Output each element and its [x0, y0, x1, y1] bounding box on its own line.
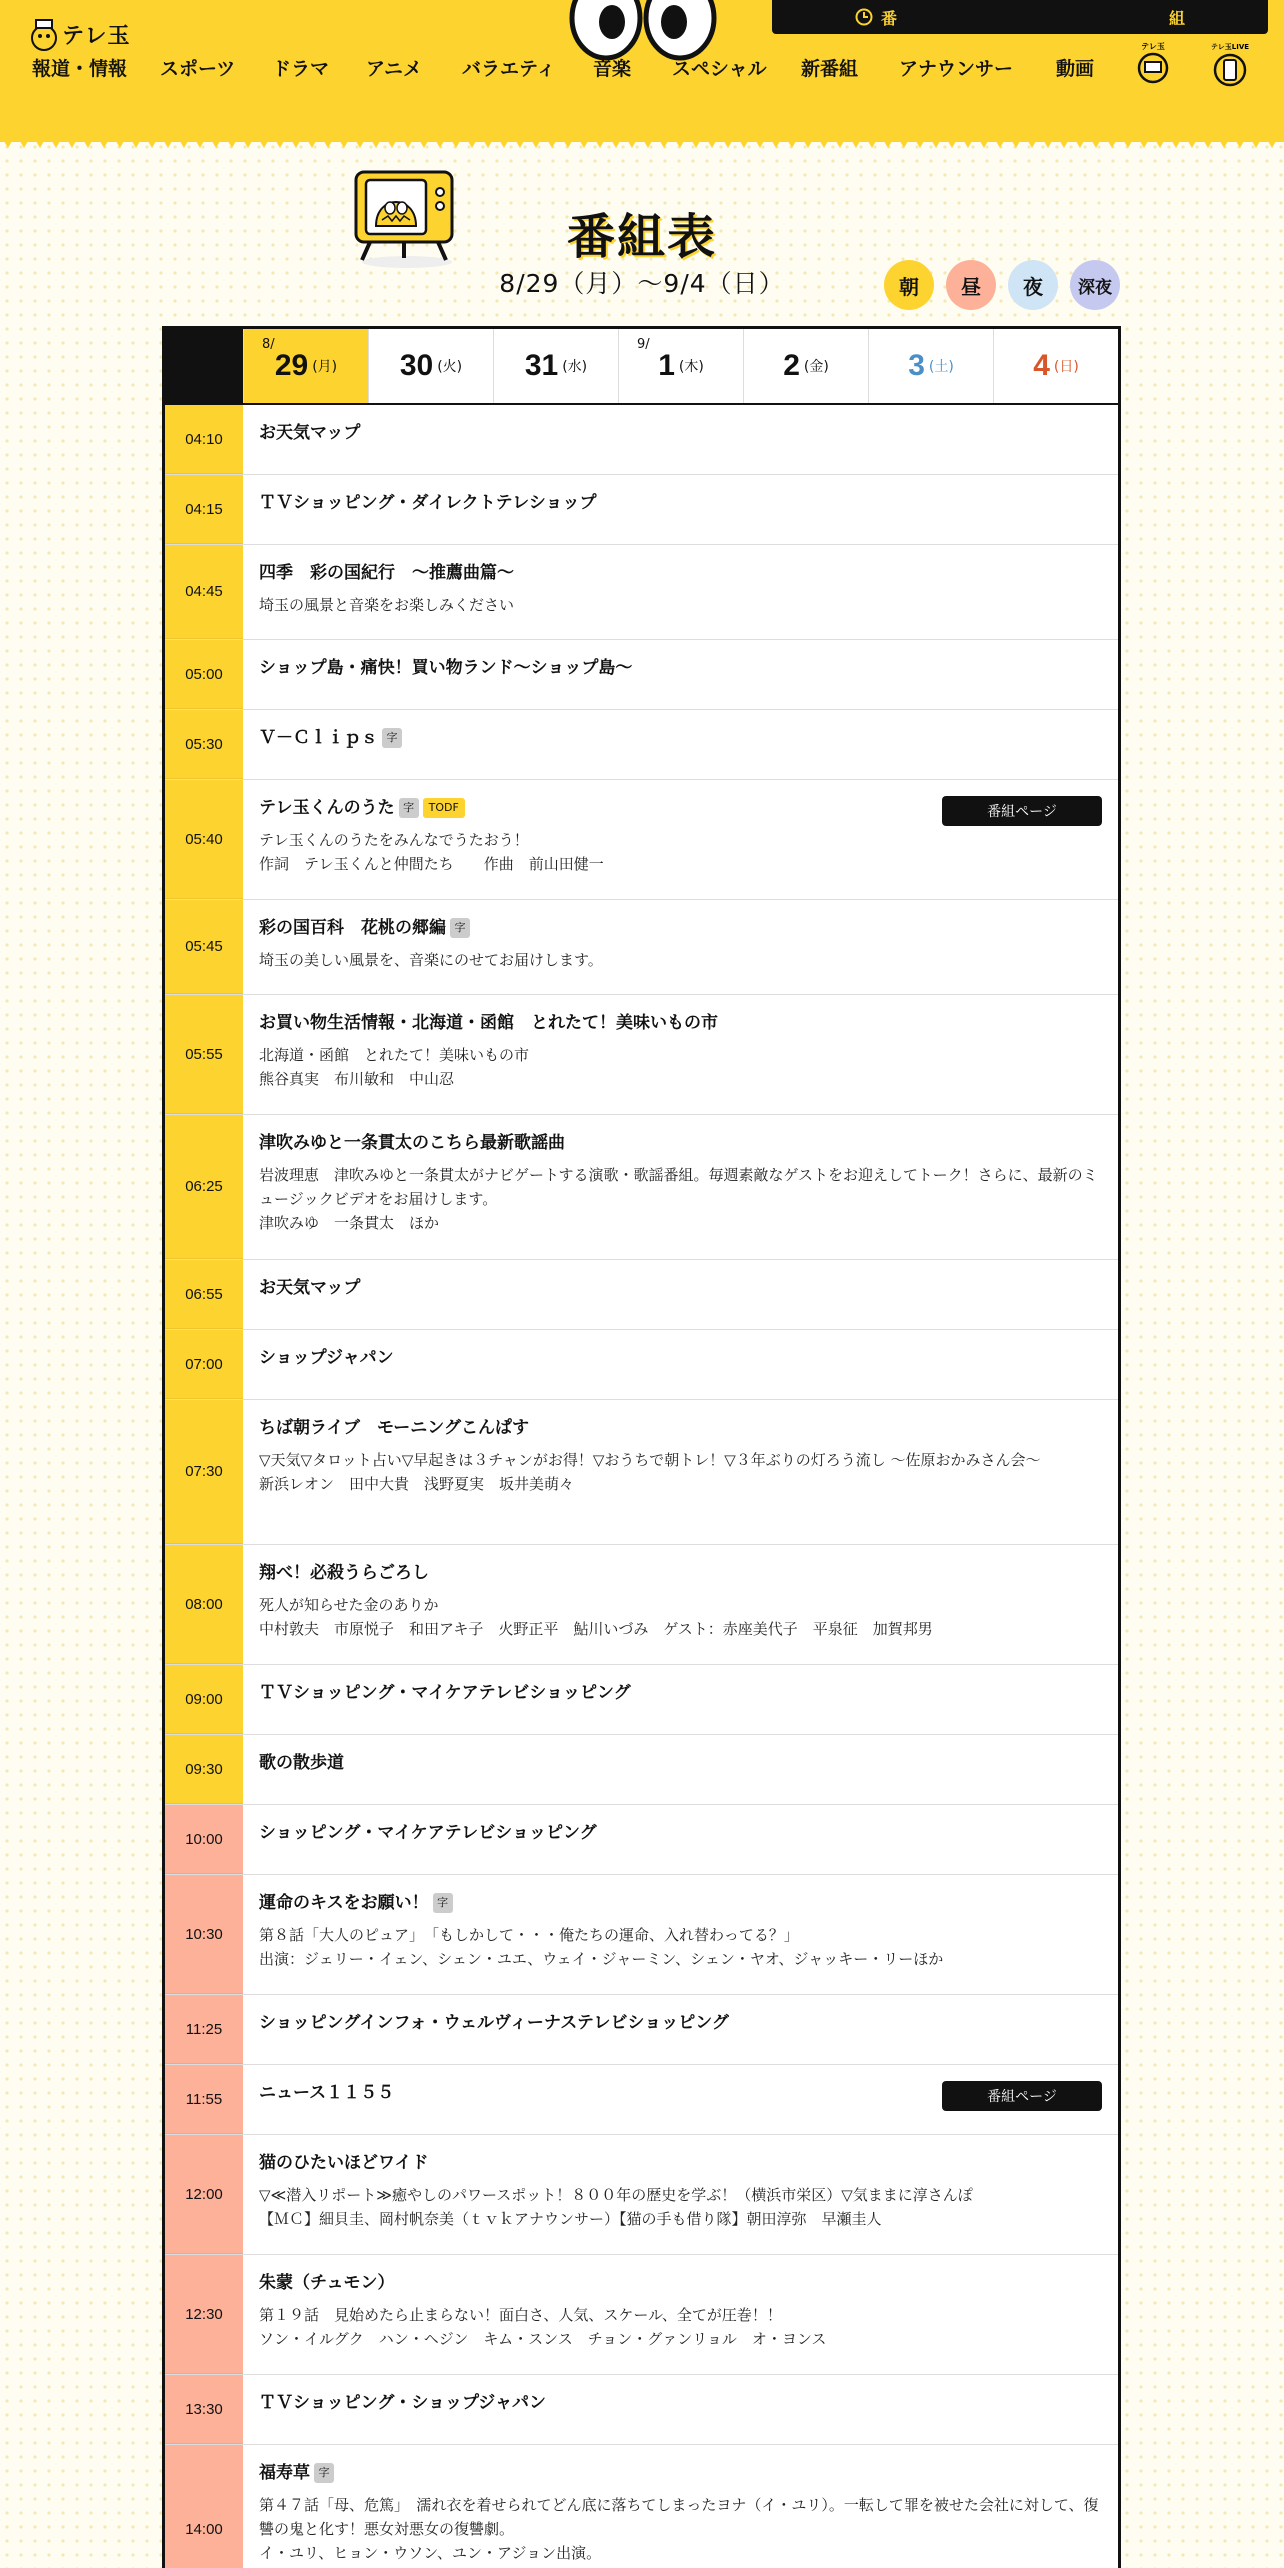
- program-body: [243, 995, 1118, 1114]
- program-row[interactable]: [165, 2445, 1118, 2568]
- program-description-line: 北海道・函館 とれたて！美味いもの市: [259, 1046, 530, 1064]
- program-body: [243, 1735, 1118, 1804]
- program-row[interactable]: [165, 545, 1118, 640]
- program-title-line: [259, 726, 1102, 750]
- program-body: [243, 2065, 1118, 2134]
- program-description: [259, 1923, 1102, 1971]
- program-row[interactable]: [165, 1330, 1118, 1400]
- program-time: 04:10: [165, 405, 243, 474]
- day-header-corner: [165, 329, 243, 403]
- day-weekday: (火): [437, 359, 463, 375]
- program-time: 09:00: [165, 1665, 243, 1734]
- program-title[interactable]: 歌の散歩道: [259, 1753, 344, 1773]
- day-weekday: (木): [678, 359, 704, 375]
- program-title[interactable]: ショッピングインフォ・ウェルヴィーナステレビショッピング: [259, 2013, 729, 2033]
- nav-item-4[interactable]: アニメ: [366, 58, 423, 80]
- subtitle-badge: 字: [314, 2463, 334, 2483]
- nav-item-1[interactable]: 報道・情報: [32, 58, 128, 80]
- program-body: [243, 545, 1118, 639]
- program-description-line: 新浜レオン 田中大貴 浅野夏実 坂井美萌々: [259, 1475, 575, 1493]
- program-row[interactable]: [165, 780, 1118, 900]
- program-row[interactable]: [165, 640, 1118, 710]
- program-title[interactable]: 朱蒙（チュモン）: [259, 2273, 395, 2293]
- program-description: [259, 2183, 1102, 2231]
- program-row[interactable]: [165, 2255, 1118, 2375]
- program-row[interactable]: [165, 2135, 1118, 2255]
- program-title-line: [259, 1276, 1102, 1300]
- late-night-filter-button[interactable]: 深夜: [1070, 260, 1120, 310]
- mascot-eyes-icon: [568, 0, 718, 62]
- day-number: 29: [274, 349, 309, 382]
- tele-tama-live-app-icon[interactable]: [1208, 40, 1252, 88]
- program-time: 04:15: [165, 475, 243, 544]
- program-description-line: 第４７話「母、危篤」 濡れ衣を着せられてどん底に落ちてしまったヨナ（イ・ユリ）。一転して罪を被せた会社に対して、復讐の鬼と化す！悪女対悪女の復讐劇。: [259, 2496, 1099, 2538]
- program-row[interactable]: [165, 2375, 1118, 2445]
- day-number: 2: [783, 349, 800, 382]
- program-description-line: 埼玉の美しい風景を、音楽にのせてお届けします。: [259, 951, 603, 969]
- day-number: 4: [1033, 349, 1050, 382]
- program-body: [243, 475, 1118, 544]
- program-page-button[interactable]: 番組ページ: [942, 796, 1102, 826]
- site-logo[interactable]: [30, 16, 131, 52]
- program-title-line: [259, 1416, 1102, 1440]
- program-description-line: 熊谷真実 布川敏和 中山忍: [259, 1070, 455, 1088]
- program-time: 09:30: [165, 1735, 243, 1804]
- program-body: [243, 1400, 1118, 1544]
- program-time: 05:55: [165, 995, 243, 1114]
- program-body: [243, 710, 1118, 779]
- day-number: 1: [658, 349, 675, 382]
- program-description: [259, 593, 1102, 617]
- todf-badge: TODF: [423, 798, 465, 818]
- day-weekday: (水): [562, 359, 588, 375]
- program-row[interactable]: [165, 2065, 1118, 2135]
- program-row[interactable]: [165, 475, 1118, 545]
- program-title-line: [259, 1011, 1102, 1035]
- program-time: 11:55: [165, 2065, 243, 2134]
- program-description-line: 出演：ジェリー・イェン、シェン・ユエ、ウェイ・ジャーミン、シェン・ヤオ、ジャッキー・リーほか: [259, 1950, 944, 1968]
- program-title-line: [259, 1131, 1102, 1155]
- tele-tama-mascot-icon: [30, 16, 58, 52]
- day-weekday: (月): [312, 359, 338, 375]
- program-body: [243, 1115, 1118, 1259]
- subtitle-badge: 字: [399, 798, 419, 818]
- program-title[interactable]: 福寿草: [259, 2463, 310, 2483]
- program-description: [259, 1043, 1102, 1091]
- program-row[interactable]: [165, 900, 1118, 995]
- program-title-line: [259, 2271, 1102, 2295]
- day-selector: [165, 329, 1118, 405]
- program-title-line: [259, 561, 1102, 585]
- program-time: 05:45: [165, 900, 243, 994]
- program-time: 14:00: [165, 2445, 243, 2568]
- program-description: [259, 948, 1102, 972]
- program-body: [243, 900, 1118, 994]
- program-body: [243, 1995, 1118, 2064]
- program-title[interactable]: 翔べ！必殺うらごろし: [259, 1563, 429, 1583]
- program-body: [243, 2135, 1118, 2254]
- morning-filter-button[interactable]: 朝: [884, 260, 934, 310]
- nav-item-6[interactable]: 音楽: [593, 58, 632, 80]
- header-zigzag-edge: [0, 134, 1284, 150]
- program-description: [259, 1448, 1102, 1496]
- nav-item-8[interactable]: 新番組: [801, 58, 859, 80]
- day-number: 30: [399, 349, 434, 382]
- program-title[interactable]: 彩の国百科 花桃の郷編: [259, 918, 446, 938]
- program-title-line: [259, 1751, 1102, 1775]
- program-guide-topbar[interactable]: [772, 0, 1268, 34]
- main-nav: [0, 54, 1284, 84]
- program-title[interactable]: 四季 彩の国紀行 ～推薦曲篇～: [259, 563, 514, 583]
- program-time: 05:30: [165, 710, 243, 779]
- program-description: [259, 828, 1102, 876]
- program-body: [243, 405, 1118, 474]
- program-title[interactable]: お天気マップ: [259, 1278, 361, 1298]
- tele-tama-app-icon[interactable]: [1134, 40, 1172, 84]
- program-time: 04:45: [165, 545, 243, 639]
- program-row[interactable]: [165, 1400, 1118, 1545]
- program-time: 10:00: [165, 1805, 243, 1874]
- program-title[interactable]: お天気マップ: [259, 423, 361, 443]
- day-tab-2[interactable]: [368, 329, 493, 403]
- page-title: 番組表: [566, 209, 717, 265]
- program-title[interactable]: テレ玉くんのうた: [259, 798, 395, 818]
- program-title-line: [259, 2391, 1102, 2415]
- program-time: 13:30: [165, 2375, 243, 2444]
- program-description-line: 岩波理恵 津吹みゆと一条貫太がナビゲートする演歌・歌謡番組。毎週素敵なゲストをお迎えしてトーク！さらに、最新のミュージックビデオをお届けします。: [259, 1166, 1098, 1208]
- day-weekday: (日): [1053, 359, 1079, 375]
- nav-item-7[interactable]: スペシャル: [672, 58, 767, 80]
- program-body: [243, 1330, 1118, 1399]
- program-description: [259, 1593, 1102, 1641]
- day-month: 8/: [262, 337, 275, 352]
- program-body: [243, 1665, 1118, 1734]
- noon-filter-button[interactable]: 昼: [946, 260, 996, 310]
- program-time: 05:00: [165, 640, 243, 709]
- program-title[interactable]: お買い物生活情報・北海道・函館 とれたて！美味いもの市: [259, 1013, 718, 1033]
- topbar-label: 番 組: [880, 8, 1185, 28]
- program-title-line: [259, 421, 1102, 445]
- program-description-line: 作詞 テレ玉くんと仲間たち 作曲 前山田健一: [259, 855, 604, 873]
- program-title-line: [259, 1561, 1102, 1585]
- site-header: [0, 0, 1284, 142]
- program-time: 12:30: [165, 2255, 243, 2374]
- program-title[interactable]: ＴＶショッピング・ダイレクトテレショップ: [259, 493, 597, 513]
- program-description: [259, 2303, 1102, 2351]
- program-body: [243, 1260, 1118, 1329]
- nav-item-10[interactable]: 動画: [1056, 58, 1095, 80]
- program-description-line: 第８話「大人のピュア」 「もしかして・・・俺たちの運命、入れ替わってる？」: [259, 1926, 799, 1944]
- program-title[interactable]: Ｖ－Ｃｌｉｐｓ: [259, 728, 378, 748]
- program-time: 07:00: [165, 1330, 243, 1399]
- nav-item-2[interactable]: スポーツ: [160, 58, 236, 80]
- program-time: 06:25: [165, 1115, 243, 1259]
- program-list: [165, 405, 1118, 2568]
- program-time: 05:40: [165, 780, 243, 899]
- subtitle-badge: 字: [450, 918, 470, 938]
- program-title-line: [259, 916, 1102, 940]
- program-description-line: 中村敦夫 市原悦子 和田アキ子 火野正平 鮎川いづみ ゲスト：赤座美代子 平泉征 加賀邦男: [259, 1620, 933, 1638]
- program-row[interactable]: [165, 1875, 1118, 1995]
- program-row[interactable]: [165, 1665, 1118, 1735]
- program-body: [243, 2445, 1118, 2568]
- program-row[interactable]: [165, 1995, 1118, 2065]
- program-title[interactable]: ＴＶショッピング・ショップジャパン: [259, 2393, 546, 2413]
- program-time: 08:00: [165, 1545, 243, 1664]
- program-body: [243, 780, 1118, 899]
- program-title[interactable]: 運命のキスをお願い！: [259, 1893, 429, 1913]
- program-body: [243, 1545, 1118, 1664]
- program-description-line: 【ＭＣ】細貝圭、岡村帆奈美（ｔｖｋアナウンサー）【猫の手も借り隊】朝田淳弥 早瀬圭人: [259, 2210, 882, 2228]
- program-title-line: [259, 1891, 1102, 1915]
- program-title[interactable]: ＴＶショッピング・マイケアテレビショッピング: [259, 1683, 631, 1703]
- day-tab-7[interactable]: [993, 329, 1118, 403]
- program-description-line: イ・ユリ、ヒョン・ウソン、ユン・アジョン出演。: [259, 2544, 602, 2562]
- subtitle-badge: 字: [433, 1893, 453, 1913]
- day-month: 9/: [637, 337, 650, 352]
- program-description-line: 死人が知らせた金のありか: [259, 1596, 439, 1614]
- day-number: 3: [908, 349, 925, 382]
- program-row[interactable]: [165, 405, 1118, 475]
- program-description-line: ソン・イルグク ハン・ヘジン キム・スンス チョン・グァンリョル オ・ヨンス: [259, 2330, 827, 2348]
- program-body: [243, 1875, 1118, 1994]
- date-range: 8/29（月）〜9/4（日）: [499, 269, 785, 298]
- program-title-line: [259, 491, 1102, 515]
- subtitle-badge: 字: [382, 728, 402, 748]
- program-description-line: 津吹みゆ 一条貫太 ほか: [259, 1214, 440, 1232]
- program-title[interactable]: 津吹みゆと一条貫太のこちら最新歌謡曲: [259, 1133, 565, 1153]
- program-description-line: ▽天気▽タロット占い▽早起きは３チャンがお得！▽おうちで朝トレ！▽３年ぶりの灯ろう流し ～佐原おかみさん会～: [259, 1451, 1041, 1469]
- program-row[interactable]: [165, 1545, 1118, 1665]
- program-time: 11:25: [165, 1995, 243, 2064]
- program-title-line: [259, 2011, 1102, 2035]
- program-title-line: [259, 2151, 1102, 2175]
- clock-icon: [855, 8, 873, 26]
- program-title[interactable]: ショップジャパン: [259, 1348, 394, 1368]
- program-description-line: 埼玉の風景と音楽をお楽しみください: [259, 596, 515, 614]
- program-time: 07:30: [165, 1400, 243, 1544]
- program-description: [259, 1163, 1102, 1235]
- program-time: 06:55: [165, 1260, 243, 1329]
- program-title[interactable]: ショップ島・痛快！買い物ランド～ショップ島～: [259, 658, 633, 678]
- day-tab-4[interactable]: [618, 329, 743, 403]
- program-description-line: テレ玉くんのうたをみんなでうたおう！: [259, 831, 529, 849]
- program-title-line: [259, 1821, 1102, 1845]
- nav-item-3[interactable]: ドラマ: [272, 58, 330, 80]
- nav-item-5[interactable]: バラエティ: [462, 58, 556, 80]
- program-body: [243, 2255, 1118, 2374]
- svg-text:テレ玉: テレ玉: [1141, 42, 1165, 51]
- program-time: 12:00: [165, 2135, 243, 2254]
- program-title[interactable]: ちば朝ライブ モーニングこんぱす: [259, 1418, 529, 1438]
- program-page-button[interactable]: 番組ページ: [942, 2081, 1102, 2111]
- program-title-line: [259, 656, 1102, 680]
- program-description-line: ▽≪潜入リポート≫癒やしのパワースポット！８００年の歴史を学ぶ！（横浜市栄区）▽気ままに淳さんぽ: [259, 2186, 973, 2204]
- program-row[interactable]: [165, 1805, 1118, 1875]
- program-row[interactable]: [165, 1735, 1118, 1805]
- day-tab-3[interactable]: [493, 329, 618, 403]
- program-body: [243, 1805, 1118, 1874]
- program-description-line: 第１９話 見始めたら止まらない！面白さ、人気、スケール、全てが圧巻！！: [259, 2306, 782, 2324]
- program-time: 10:30: [165, 1875, 243, 1994]
- program-row[interactable]: [165, 995, 1118, 1115]
- day-weekday: (土): [928, 359, 954, 375]
- program-title-line: [259, 1681, 1102, 1705]
- night-filter-button[interactable]: 夜: [1008, 260, 1058, 310]
- program-title-line: [259, 1346, 1102, 1370]
- program-title[interactable]: 猫のひたいほどワイド: [259, 2153, 429, 2173]
- day-tab-5[interactable]: [743, 329, 868, 403]
- day-tab-1[interactable]: [243, 329, 368, 403]
- program-title[interactable]: ショッピング・マイケアテレビショッピング: [259, 1823, 597, 1843]
- program-row[interactable]: [165, 1115, 1118, 1260]
- svg-text:テレ玉LIVE: テレ玉LIVE: [1210, 43, 1250, 51]
- logo-text: テレ玉: [62, 23, 131, 49]
- program-title[interactable]: ニュース１１５５: [259, 2083, 395, 2103]
- program-body: [243, 2375, 1118, 2444]
- program-schedule-table: [162, 326, 1121, 2568]
- program-row[interactable]: [165, 1260, 1118, 1330]
- day-tab-6[interactable]: [868, 329, 993, 403]
- day-number: 31: [524, 349, 559, 382]
- program-row[interactable]: [165, 710, 1118, 780]
- nav-item-9[interactable]: アナウンサー: [899, 58, 1014, 80]
- program-body: [243, 640, 1118, 709]
- program-description: [259, 2493, 1102, 2565]
- day-weekday: (金): [803, 359, 829, 375]
- program-title-line: [259, 2461, 1102, 2485]
